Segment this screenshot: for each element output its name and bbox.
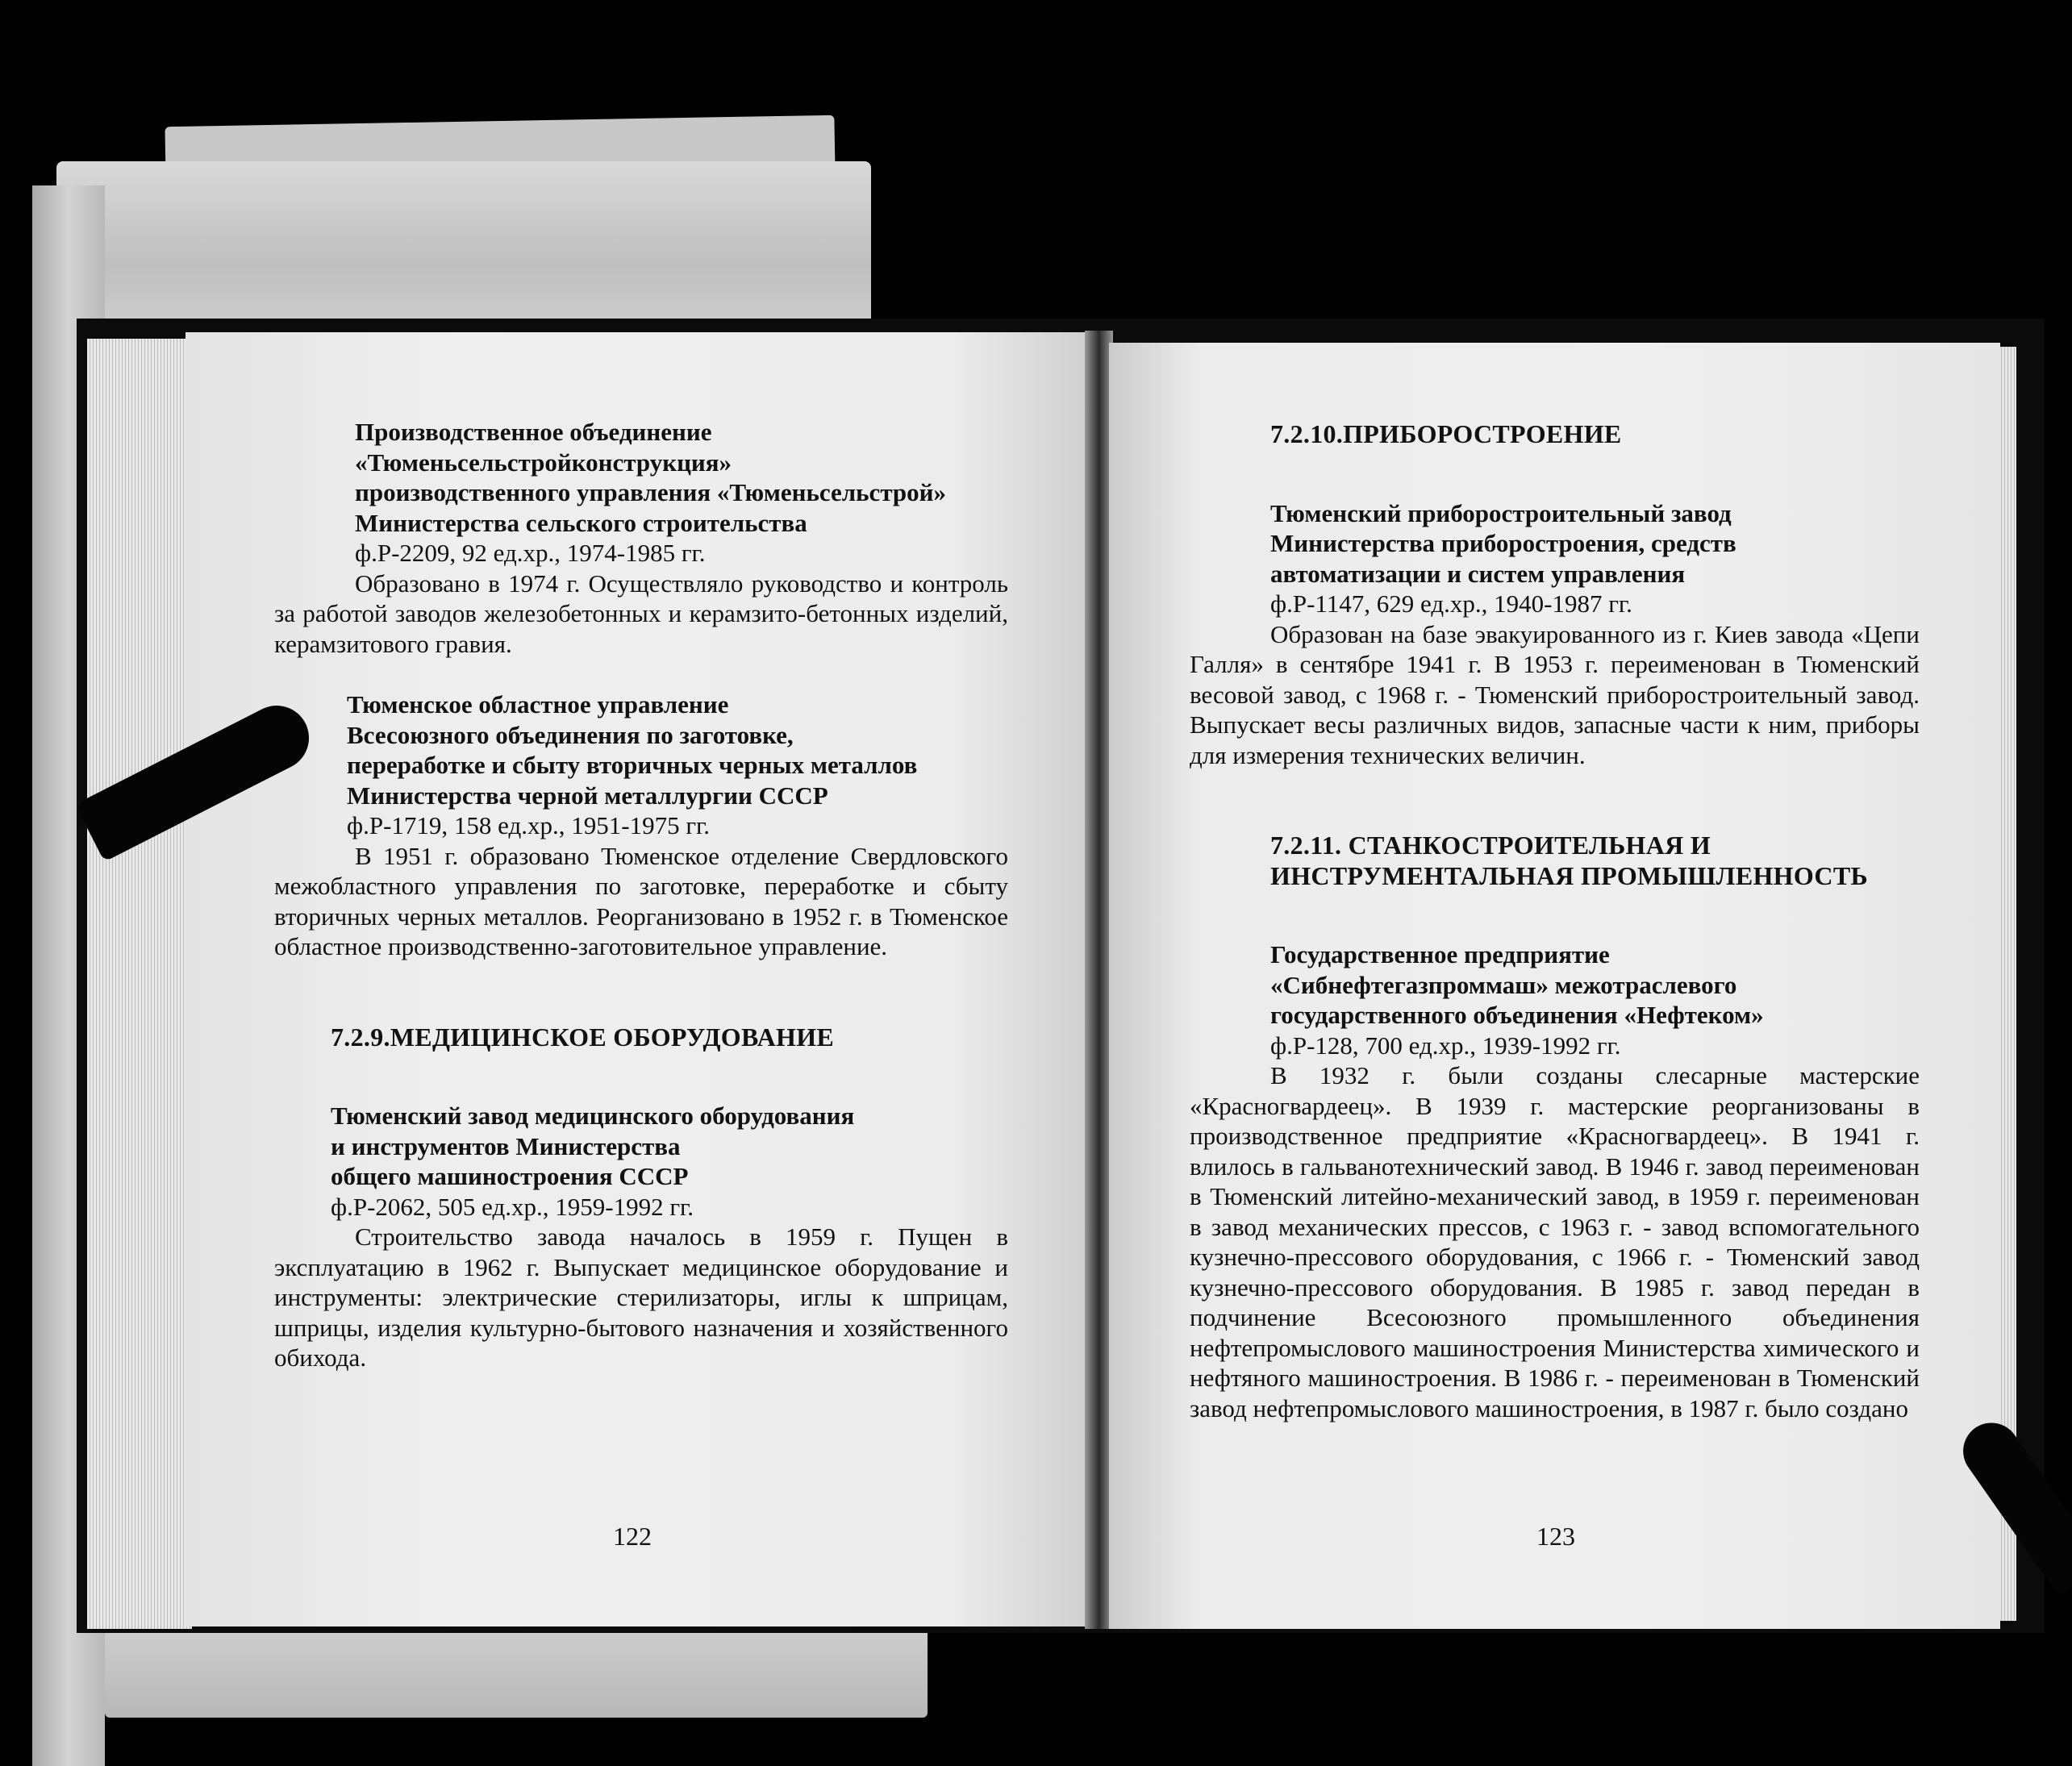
title-line: производственного управления «Тюменьсельстрой» (355, 478, 947, 506)
entry-title (1190, 498, 1920, 589)
section-heading: 7.2.9.МЕДИЦИНСКОЕ ОБОРУДОВАНИЕ (331, 1022, 835, 1052)
title-line: Всесоюзного объединения по заготовке, (347, 720, 794, 749)
title-line: Тюменский приборостроительный завод (1270, 498, 1732, 527)
fond-reference: ф.Р-128, 700 ед.хр., 1939-1992 гг. (1270, 1031, 1621, 1060)
title-line: Тюменский завод медицинского оборудования (331, 1102, 855, 1130)
entry-description: В 1951 г. образовано Тюменское отделение Свердловского межобластного управления по заготовке, переработке и сбыту вторичных черных металлов. Реорганизовано в 1952 г. в Тюменское областное производственно-заготовительное управление. (274, 841, 1008, 960)
left-page-text (274, 417, 1008, 1373)
title-line: «Тюменьсельстройконструкция» (355, 448, 732, 477)
entry-title (274, 417, 1008, 538)
fond-reference: ф.Р-2209, 92 ед.хр., 1974-1985 гг. (355, 539, 706, 567)
title-line: автоматизации и систем управления (1270, 559, 1686, 588)
entry-description: Строительство завода началось в 1959 г. Пущен в эксплуатацию в 1962 г. Выпускает медицинское оборудование и инструменты: электрические стерилизаторы, иглы к шприцам, шприцы, изделия культурно-бытового назначения и хозяйственного обихода. (274, 1222, 1008, 1372)
title-line: «Сибнефтегазпроммаш» межотраслевого (1270, 970, 1737, 999)
title-line: Производственное объединение (355, 418, 712, 446)
title-line: переработке и сбыту вторичных черных металлов (347, 751, 918, 779)
title-line: Министерства черной металлургии СССР (347, 781, 828, 810)
title-line: Тюменское областное управление (347, 690, 729, 718)
foam-pad-bottom (105, 1621, 928, 1718)
fond-reference: ф.Р-1147, 629 ед.хр., 1940-1987 гг. (1270, 589, 1632, 618)
entry-title (1190, 939, 1920, 1031)
fond-reference: ф.Р-1719, 158 ед.хр., 1951-1975 гг. (347, 811, 711, 839)
page-number: 122 (613, 1522, 652, 1551)
entry-description: Образовано в 1974 г. Осуществляло руководство и контроль за работой заводов железобетонных и керамзито-бетонных изделий, керамзитового гравия. (274, 569, 1008, 658)
foam-pad-top-large (56, 161, 871, 335)
entry-description: В 1932 г. были созданы слесарные мастерские «Красногвардеец». В 1939 г. мастерские реорганизованы в производственное предприятие «Красногвардеец». В 1941 г. влилось в гальванотехнический завод. В 1946 г. завод переименован в Тюменский литейно-механический завод, в 1959 г. переименован в завод механических прессов, с 1963 г. - завод вспомогательного кузнечно-прессового оборудования, с 1966 г. - Тюменский завод кузнечно-прессового оборудования. В 1985 г. завод передан в подчинение Всесоюзного промышленного объединения нефтепромыслового машиностроения Министерства химического и нефтяного машиностроения. В 1986 г. - переименован в Тюменский завод нефтепромыслового машиностроения, в 1987 г. было создано (1190, 1061, 1920, 1422)
title-line: и инструментов Министерства (331, 1131, 681, 1160)
entry-title (274, 689, 1008, 810)
title-line: Министерства приборостроения, средств (1270, 529, 1736, 557)
title-line: общего машиностроения СССР (331, 1162, 689, 1190)
page-stack-left (87, 339, 192, 1629)
right-page-text (1190, 419, 1920, 1423)
section-heading-line: ИНСТРУМЕНТАЛЬНАЯ ПРОМЫШЛЕННОСТЬ (1270, 860, 1868, 890)
section-heading (1190, 831, 1920, 891)
entry-description: Образован на базе эвакуированного из г. Киев завода «Цепи Галля» в сентябре 1941 г. В 1953 г. переименован в Тюменский весовой завод, с 1968 г. - Тюменский приборостроительный завод. Выпускает весы различных видов, запасные части к ним, приборы для измерения технических величин. (1190, 619, 1920, 769)
section-heading-line: 7.2.11. СТАНКОСТРОИТЕЛЬНАЯ И (1270, 831, 1711, 860)
fond-reference: ф.Р-2062, 505 ед.хр., 1959-1992 гг. (331, 1192, 694, 1221)
title-line: государственного объединения «Нефтеком» (1270, 1001, 1764, 1029)
entry-title (274, 1101, 1008, 1192)
title-line: Государственное предприятие (1270, 940, 1610, 968)
right-page (1109, 343, 2000, 1629)
left-page (186, 332, 1089, 1626)
title-line: Министерства сельского строительства (355, 508, 807, 537)
page-number: 123 (1536, 1522, 1575, 1551)
section-heading: 7.2.10.ПРИБОРОСТРОЕНИЕ (1270, 419, 1622, 448)
